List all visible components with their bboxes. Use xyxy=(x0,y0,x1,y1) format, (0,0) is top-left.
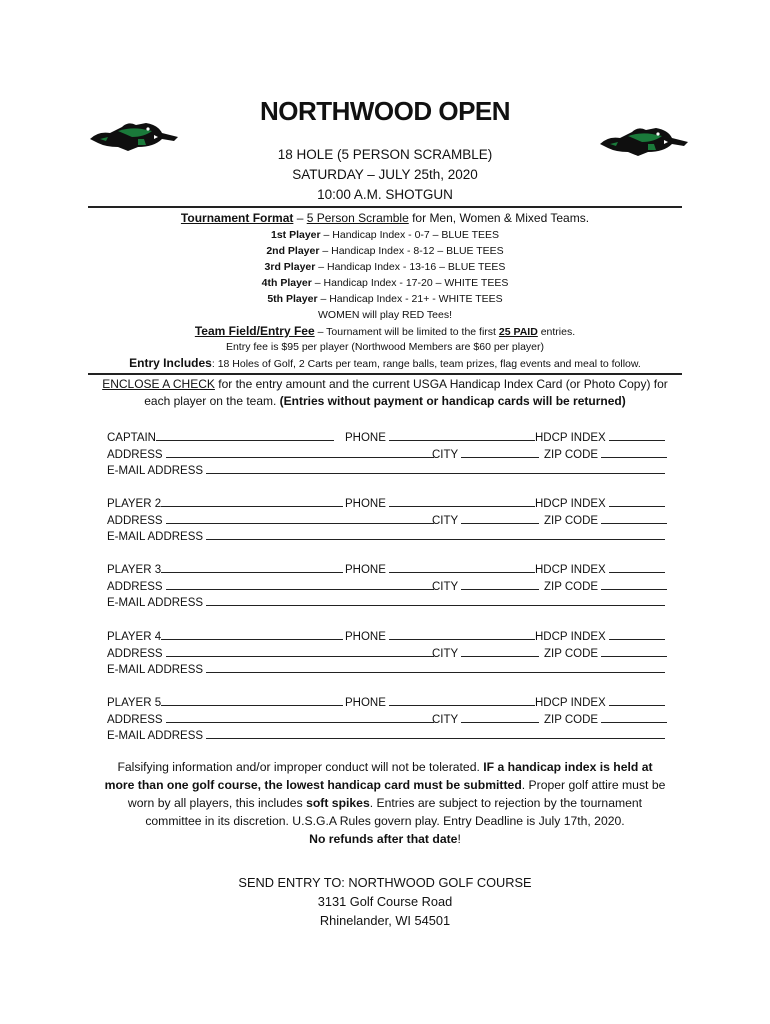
send-entry-line: SEND ENTRY TO: NORTHWOOD GOLF COURSE xyxy=(238,875,532,890)
player-tier-5: 5th Player – Handicap Index - 21+ - WHITE TEES xyxy=(267,293,503,305)
entry-row-address: ADDRESS xyxy=(107,577,434,593)
entry-row-zip: ZIP CODE xyxy=(544,710,667,726)
entry-label: CAPTAIN xyxy=(107,432,156,444)
city-field[interactable] xyxy=(461,710,539,723)
phone-field[interactable] xyxy=(389,428,535,441)
city-field[interactable] xyxy=(461,511,539,524)
enclose-check-line-2: each player on the team. (Entries without payment or handicap cards will be returned) xyxy=(144,394,626,408)
entry-row-hdcp: HDCP INDEX xyxy=(535,560,665,576)
entry-row-address: ADDRESS xyxy=(107,445,434,461)
address-street: 3131 Golf Course Road xyxy=(317,894,453,909)
tournament-format-line: Tournament Format – 5 Person Scramble for Men, Women & Mixed Teams. xyxy=(180,211,590,225)
city-field[interactable] xyxy=(461,445,539,458)
entry-row-email: E-MAIL ADDRESS xyxy=(107,593,665,609)
entry-row-zip: ZIP CODE xyxy=(544,644,667,660)
section-divider xyxy=(88,373,682,375)
entry-includes-line: Entry Includes: 18 Holes of Golf, 2 Carts per team, range balls, team prizes, flag events and meal to follow. xyxy=(129,356,641,370)
email-field[interactable] xyxy=(206,660,665,673)
email-field[interactable] xyxy=(206,726,665,739)
enclose-check-line: ENCLOSE A CHECK for the entry amount and the current USGA Handicap Index Card (or Photo Copy) for xyxy=(102,377,668,391)
entry-row-hdcp: HDCP INDEX xyxy=(535,627,665,643)
tournament-format-label: Tournament Format xyxy=(180,211,294,225)
entry-row-address: ADDRESS xyxy=(107,710,434,726)
header-divider xyxy=(88,206,682,208)
event-time-line: 10:00 A.M. SHOTGUN xyxy=(317,187,453,202)
entry-row-address: ADDRESS xyxy=(107,511,434,527)
entry-row-zip: ZIP CODE xyxy=(544,445,667,461)
name-field[interactable] xyxy=(161,693,343,706)
phone-field[interactable] xyxy=(389,494,535,507)
zip-field[interactable] xyxy=(601,511,667,524)
entry-row-city: CITY xyxy=(432,577,539,593)
entry-row-hdcp: HDCP INDEX xyxy=(535,428,665,444)
policy-line-4: committee in its discretion. U.S.G.A Rules govern play. Entry Deadline is July 17th, 2020. xyxy=(145,814,625,828)
name-field[interactable] xyxy=(161,627,343,640)
email-field[interactable] xyxy=(206,527,665,540)
entry-row-name xyxy=(107,627,343,643)
entry-row-name xyxy=(107,428,334,444)
entry-row-hdcp: HDCP INDEX xyxy=(535,693,665,709)
event-format-line: 18 HOLE (5 PERSON SCRAMBLE) xyxy=(277,147,493,162)
event-date-line: SATURDAY – JULY 25th, 2020 xyxy=(292,167,478,182)
player-tier-1: 1st Player – Handicap Index - 0-7 – BLUE TEES xyxy=(270,229,500,241)
phone-field[interactable] xyxy=(389,693,535,706)
entry-row-phone: PHONE xyxy=(345,428,535,444)
hdcp-field[interactable] xyxy=(609,627,665,640)
hdcp-field[interactable] xyxy=(609,693,665,706)
email-field[interactable] xyxy=(206,461,665,474)
hdcp-field[interactable] xyxy=(609,494,665,507)
entry-row-phone: PHONE xyxy=(345,494,535,510)
entry-label: PLAYER 3 xyxy=(107,564,162,576)
page-title: NORTHWOOD OPEN xyxy=(259,96,511,126)
policy-line-1: Falsifying information and/or improper conduct will not be tolerated. IF a handicap index is held at xyxy=(117,760,653,774)
email-field[interactable] xyxy=(206,593,665,606)
entry-row-city: CITY xyxy=(432,511,539,527)
entry-row-hdcp: HDCP INDEX xyxy=(535,494,665,510)
address-field[interactable] xyxy=(166,445,434,458)
phone-field[interactable] xyxy=(389,560,535,573)
entry-row-phone: PHONE xyxy=(345,560,535,576)
policy-line-2: more than one golf course, the lowest handicap card must be submitted. Proper golf attire must be xyxy=(104,778,666,792)
entry-label: PLAYER 2 xyxy=(107,498,162,510)
player-tier-3: 3rd Player – Handicap Index - 13-16 – BLUE TEES xyxy=(264,261,506,273)
name-field[interactable] xyxy=(161,494,343,507)
entry-row-phone: PHONE xyxy=(345,627,535,643)
zip-field[interactable] xyxy=(601,644,667,657)
refund-note: No refunds after that date! xyxy=(309,832,461,846)
entry-row-zip: ZIP CODE xyxy=(544,511,667,527)
zip-field[interactable] xyxy=(601,445,667,458)
name-field[interactable] xyxy=(161,560,343,573)
player-tier-4: 4th Player – Handicap Index - 17-20 – WHITE TEES xyxy=(261,277,509,289)
entry-row-email: E-MAIL ADDRESS xyxy=(107,660,665,676)
entry-row-phone: PHONE xyxy=(345,693,535,709)
zip-field[interactable] xyxy=(601,577,667,590)
entry-row-city: CITY xyxy=(432,710,539,726)
entry-row-name xyxy=(107,560,343,576)
entry-row-email: E-MAIL ADDRESS xyxy=(107,461,665,477)
entry-row-name xyxy=(107,494,343,510)
policy-line-3: worn by all players, this includes soft spikes. Entries are subject to rejection by the tournament xyxy=(127,796,643,810)
entry-label: PLAYER 5 xyxy=(107,697,162,709)
address-field[interactable] xyxy=(166,577,434,590)
city-field[interactable] xyxy=(461,577,539,590)
hdcp-field[interactable] xyxy=(609,560,665,573)
address-city: Rhinelander, WI 54501 xyxy=(319,913,451,928)
entry-row-email: E-MAIL ADDRESS xyxy=(107,527,665,543)
entry-fee-line: Entry fee is $95 per player (Northwood Members are $60 per player) xyxy=(225,341,545,353)
name-field[interactable] xyxy=(156,428,334,441)
entry-row-city: CITY xyxy=(432,644,539,660)
player-tier-2: 2nd Player – Handicap Index - 8-12 – BLUE TEES xyxy=(266,245,504,257)
address-field[interactable] xyxy=(166,710,434,723)
entry-row-name xyxy=(107,693,343,709)
entry-row-address: ADDRESS xyxy=(107,644,434,660)
city-field[interactable] xyxy=(461,644,539,657)
address-field[interactable] xyxy=(166,644,434,657)
entry-row-email: E-MAIL ADDRESS xyxy=(107,726,665,742)
phone-field[interactable] xyxy=(389,627,535,640)
women-tees-note: WOMEN will play RED Tees! xyxy=(318,309,452,321)
zip-field[interactable] xyxy=(601,710,667,723)
entry-label: PLAYER 4 xyxy=(107,631,162,643)
entry-row-zip: ZIP CODE xyxy=(544,577,667,593)
team-field-line: Team Field/Entry Fee – Tournament will be limited to the first 25 PAID entries. xyxy=(194,324,576,338)
hdcp-field[interactable] xyxy=(609,428,665,441)
entry-row-city: CITY xyxy=(432,445,539,461)
address-field[interactable] xyxy=(166,511,434,524)
scramble-link: 5 Person Scramble xyxy=(306,211,409,225)
